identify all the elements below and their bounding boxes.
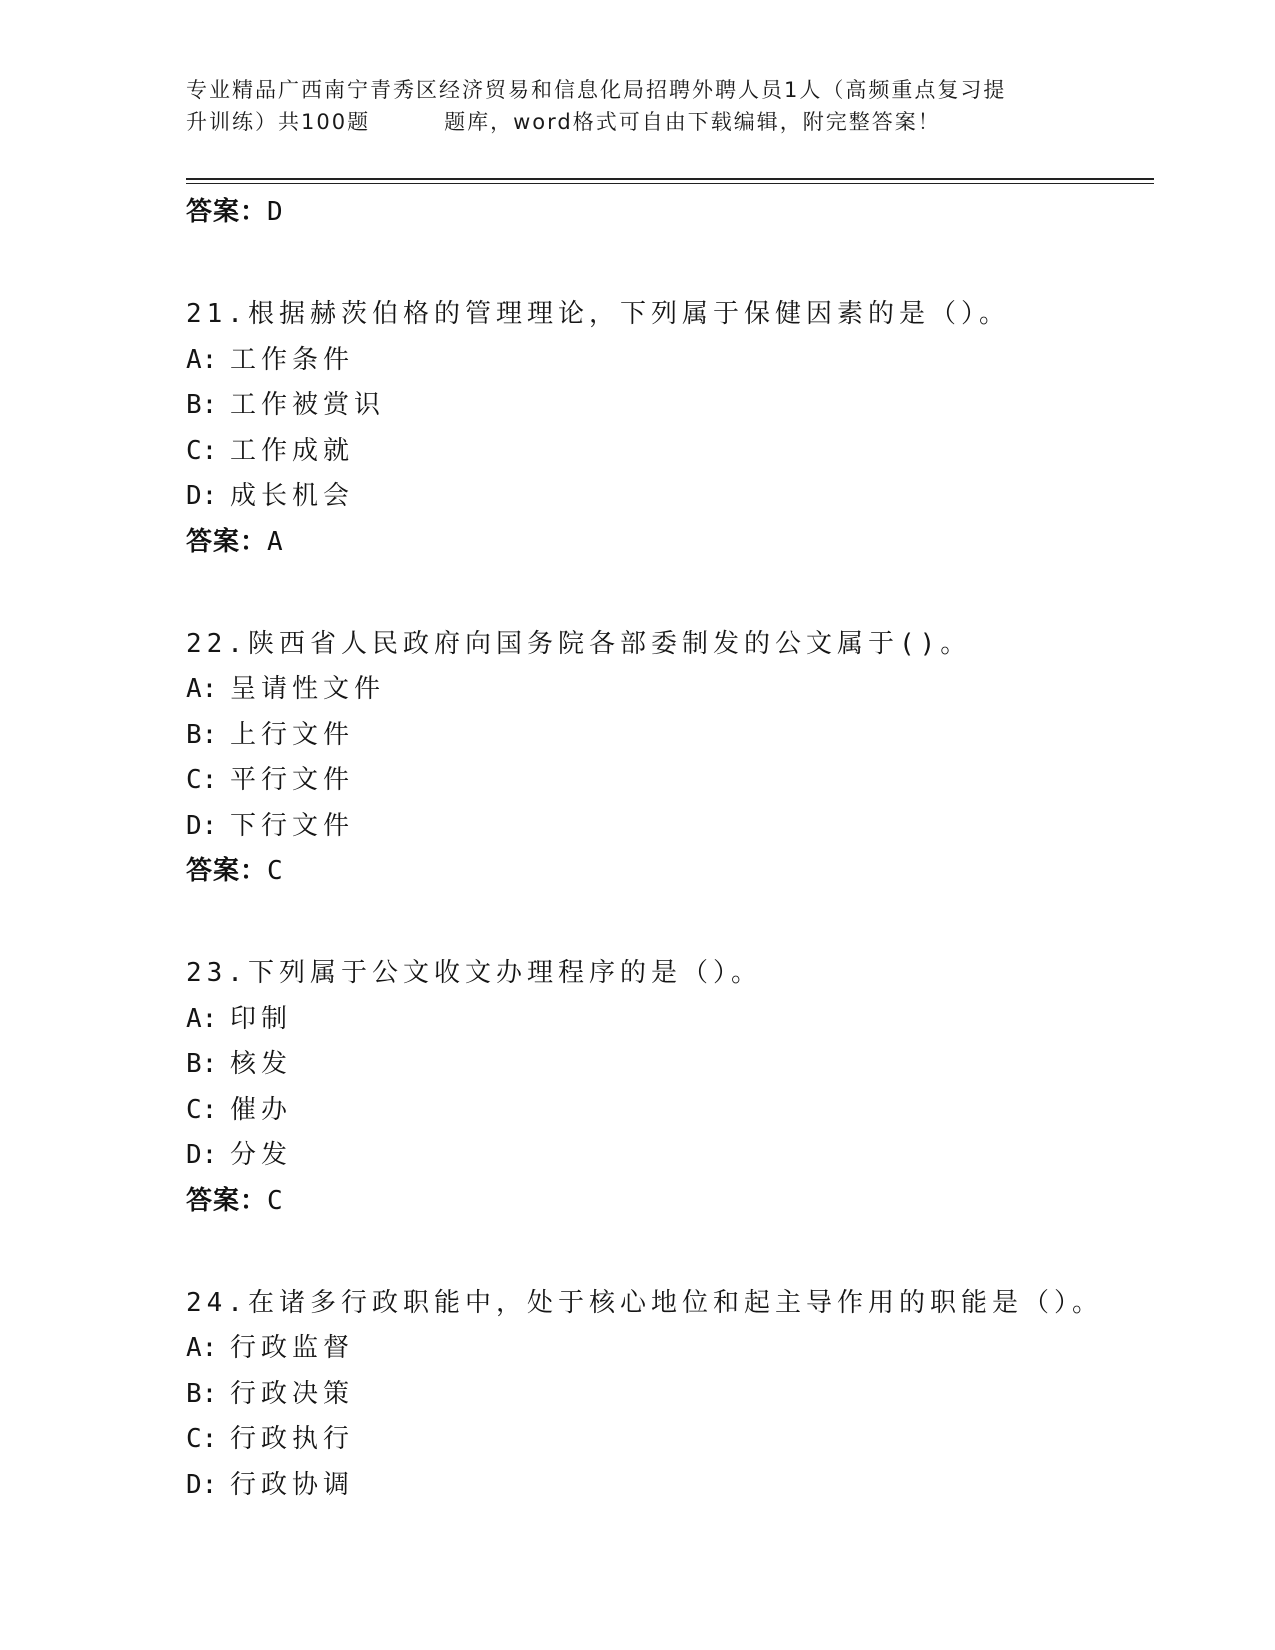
- answer-label: 答案：: [186, 856, 268, 886]
- option-text: 行政决策: [230, 1378, 355, 1409]
- question-title: 21.根据赫茨伯格的管理理论，下列属于保健因素的是（）。: [186, 299, 1010, 329]
- answer-letter: C: [267, 856, 284, 886]
- option-label: C:: [186, 435, 218, 466]
- option-text: 催办: [230, 1094, 293, 1125]
- option-label: A:: [186, 1003, 218, 1034]
- option-label: D:: [186, 810, 218, 841]
- question-answer: [186, 520, 1186, 564]
- option-d: [186, 1463, 1186, 1509]
- option-label: B:: [186, 390, 218, 420]
- option-d: [186, 474, 1186, 520]
- option-label: B:: [186, 1049, 218, 1079]
- answer-label: 答案：: [186, 1185, 268, 1216]
- option-text: 分发: [230, 1140, 293, 1170]
- answer-letter: A: [267, 526, 284, 557]
- option-text: 工作条件: [230, 344, 355, 375]
- option-b: [186, 1372, 1186, 1418]
- question-title: 24.在诸多行政职能中，处于核心地位和起主导作用的职能是（）。: [186, 1287, 1103, 1318]
- option-text: 行政执行: [230, 1424, 355, 1454]
- option-label: C:: [186, 1094, 218, 1125]
- previous-answer: [186, 190, 1186, 234]
- header-rule-thin: [186, 183, 1154, 184]
- option-label: D:: [186, 1469, 218, 1500]
- option-c: [186, 1417, 1186, 1463]
- option-d: [186, 804, 1186, 850]
- answer-label: 答案：: [186, 526, 268, 557]
- option-text: 行政监督: [230, 1333, 355, 1363]
- option-text: 印制: [230, 1003, 293, 1034]
- option-label: A:: [186, 1333, 218, 1363]
- answer-letter: D: [267, 197, 284, 227]
- question-answer: [186, 1179, 1186, 1223]
- option-label: A:: [186, 674, 218, 704]
- question-title: 23.下列属于公文收文办理程序的是（）。: [186, 958, 762, 988]
- header-line-1: 专业精品广西南宁青秀区经济贸易和信息化局招聘外聘人员1人（高频重点复习提: [186, 78, 1007, 102]
- question-21: [186, 292, 1186, 564]
- option-b: [186, 383, 1186, 429]
- option-a: [186, 667, 1186, 713]
- answer-label: 答案：: [186, 197, 268, 227]
- header-line-2: [186, 106, 1086, 138]
- option-label: B:: [186, 1378, 218, 1409]
- option-text: 呈请性文件: [230, 674, 386, 704]
- option-b: [186, 1042, 1186, 1088]
- option-text: 核发: [230, 1049, 293, 1079]
- header-rule-thick: [186, 178, 1154, 180]
- option-text: 成长机会: [230, 481, 355, 511]
- option-a: [186, 1326, 1186, 1372]
- option-b: [186, 713, 1186, 759]
- question-22: [186, 622, 1186, 894]
- option-text: 行政协调: [230, 1469, 355, 1500]
- option-text: 平行文件: [230, 765, 355, 795]
- option-label: D:: [186, 1140, 218, 1170]
- option-c: [186, 758, 1186, 804]
- option-d: [186, 1133, 1186, 1179]
- option-text: 工作被赏识: [230, 390, 386, 420]
- question-list: [186, 190, 1186, 1508]
- question-23: [186, 951, 1186, 1223]
- option-text: 下行文件: [230, 810, 355, 841]
- option-label: C:: [186, 765, 218, 795]
- option-label: B:: [186, 719, 218, 750]
- option-c: [186, 429, 1186, 475]
- question-title: 22.陕西省人民政府向国务院各部委制发的公文属于()。: [186, 628, 972, 659]
- header-line-2-part-2: 题库，word格式可自由下载编辑，附完整答案！: [444, 110, 941, 134]
- option-text: 工作成就: [230, 435, 355, 466]
- header-line-2-part-1: 升训练）共100题: [186, 110, 371, 134]
- option-text: 上行文件: [230, 719, 355, 750]
- option-label: D:: [186, 481, 218, 511]
- answer-letter: C: [267, 1185, 284, 1216]
- option-label: A:: [186, 344, 218, 375]
- option-c: [186, 1088, 1186, 1134]
- option-a: [186, 997, 1186, 1043]
- question-answer: [186, 849, 1186, 893]
- option-label: C:: [186, 1424, 218, 1454]
- question-24: [186, 1281, 1186, 1509]
- option-a: [186, 338, 1186, 384]
- document-header: [186, 74, 1086, 138]
